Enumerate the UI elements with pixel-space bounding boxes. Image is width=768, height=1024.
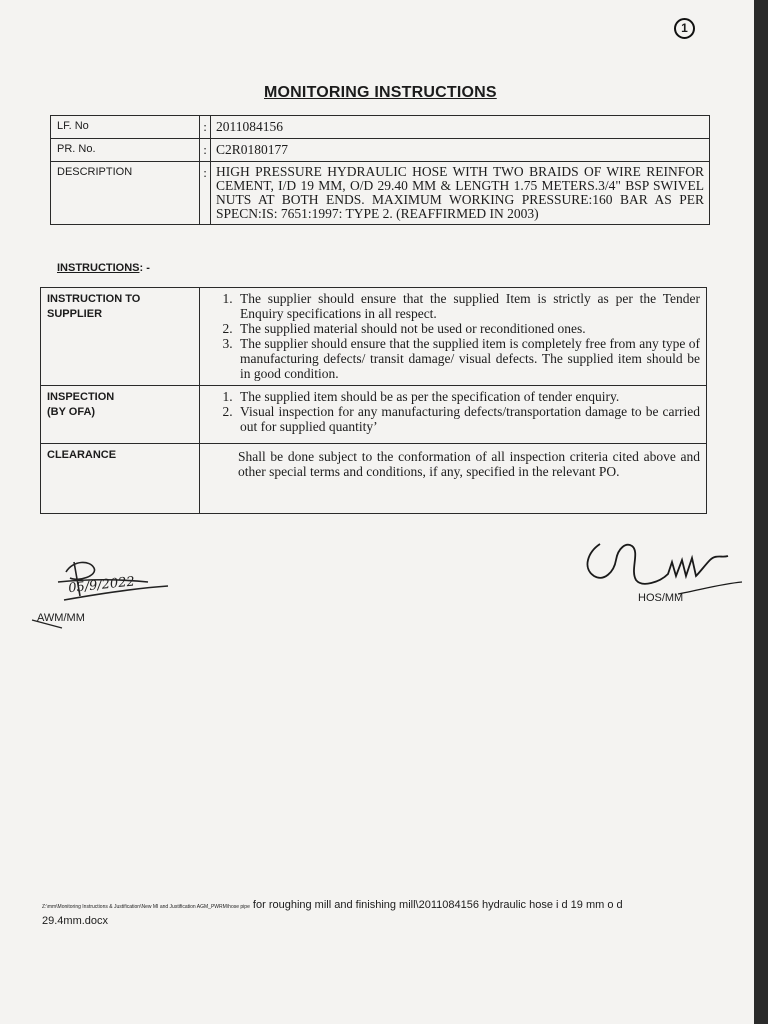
list-item: 1. The supplier should ensure that the supplied Item is strictly as per the Tender Enquiry specifications in all respect.: [236, 291, 700, 321]
colon: :: [200, 139, 211, 162]
signature-date: 05/9/2022: [67, 574, 136, 597]
inspection-row: [41, 386, 707, 444]
inspection-list: [210, 389, 700, 434]
inspection-label-line1: INSPECTION: [47, 391, 115, 403]
inspection-label-line2: (BY OFA): [47, 406, 96, 418]
instructions-heading: [57, 262, 150, 274]
list-item: 1. The supplied item should be as per the specification of tender enquiry.: [236, 389, 700, 404]
supplier-label: [41, 288, 200, 386]
footer-path-line2: 29.4mm.docx: [42, 915, 109, 927]
pr-no-row: [51, 139, 710, 162]
clearance-row: [41, 444, 707, 514]
list-item: 3. The supplier should ensure that the supplied item is completely free from any type of manufacturing defects/ transit damage/ visual defects. The supplied item should be in good condition.: [236, 336, 700, 381]
lf-no-label: LF. No: [51, 116, 200, 139]
supplier-row: [41, 288, 707, 386]
left-signatory-role: AWM/MM: [37, 612, 85, 624]
page-number-circle: 1: [674, 18, 695, 39]
list-item: 2. The supplied material should not be used or reconditioned ones.: [236, 321, 700, 336]
description-row: [51, 162, 710, 225]
clearance-instructions: [200, 444, 707, 514]
right-signature-block: [560, 532, 750, 617]
inspection-instructions: [200, 386, 707, 444]
colon: :: [200, 116, 211, 139]
file-path-footer: [42, 898, 682, 928]
right-signatory-role: HOS/MM: [638, 592, 684, 604]
clearance-text: Shall be done subject to the conformation of all inspection criteria cited above and other special terms and conditions, if any, specified in the relevant PO.: [238, 449, 700, 479]
supplier-instructions: [200, 288, 707, 386]
instructions-heading-label: INSTRUCTIONS: [57, 262, 140, 274]
lf-no-value: 2011084156: [211, 116, 710, 139]
colon: :: [200, 162, 211, 225]
pr-no-label: PR. No.: [51, 139, 200, 162]
supplier-label-line1: INSTRUCTION TO: [47, 293, 141, 305]
description-label: DESCRIPTION: [51, 162, 200, 225]
footer-path-prefix: Z:\mm\Monitoring Instructions & Justification\New MI and Justification AGM_PWRM\hose pipe: [42, 904, 250, 910]
left-signature-block: [28, 552, 188, 637]
item-info-table: [50, 115, 710, 225]
scan-page-edge: [754, 0, 768, 1024]
clearance-label: CLEARANCE: [41, 444, 200, 514]
supplier-list: [210, 291, 700, 381]
list-item: 2. Visual inspection for any manufacturing defects/transportation damage to be carried out for supplied quantity’: [236, 404, 700, 434]
instructions-heading-suffix: : -: [139, 262, 150, 274]
footer-path-main: for roughing mill and finishing mill\2011084156 hydraulic hose i d 19 mm o d: [252, 899, 623, 911]
supplier-label-line2: SUPPLIER: [47, 308, 103, 320]
inspection-label: [41, 386, 200, 444]
instructions-table: [40, 287, 707, 514]
page-title: MONITORING INSTRUCTIONS: [264, 84, 497, 101]
pr-no-value: C2R0180177: [211, 139, 710, 162]
lf-no-row: [51, 116, 710, 139]
description-value: HIGH PRESSURE HYDRAULIC HOSE WITH TWO BRAIDS OF WIRE REINFOR CEMENT, I/D 19 MM, O/D 29.40 MM & LENGTH 1.75 METERS.3/4" BSP SWIVEL NUTS AT BOTH ENDS. MAXIMUM WORKING PRESSURE:160 BAR AS PER SPECN:IS: 7651:1997: TYPE 2. (REAFFIRMED IN 2003): [211, 162, 710, 225]
